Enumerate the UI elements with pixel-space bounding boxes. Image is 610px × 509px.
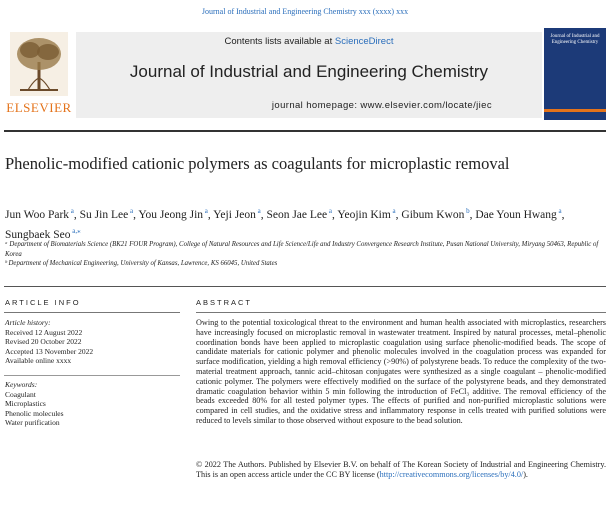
author-name-text: Yeojin Kim (337, 208, 391, 221)
affiliation-b: ᵇ Department of Mechanical Engineering, University of Kansas, Lawrence, KS 66045, United States (5, 260, 278, 267)
history-revised: Revised 20 October 2022 (5, 337, 82, 347)
history-accepted: Accepted 13 November 2022 (5, 346, 94, 356)
author-affiliation-mark[interactable]: a (327, 207, 332, 215)
author-separator: , (395, 208, 402, 221)
masthead-divider (4, 130, 606, 132)
journal-cover-image[interactable] (544, 28, 606, 120)
author-name-text: Seon Jae Lee (266, 208, 328, 221)
homepage-link[interactable]: www.elsevier.com/locate/jiec (360, 100, 492, 111)
keyword-item: Phenolic molecules (5, 408, 64, 418)
author-name[interactable] (5, 209, 74, 221)
keyword-item: Coagulant (5, 389, 36, 399)
author-separator: , (207, 208, 214, 221)
elsevier-logo-text: ELSEVIER (6, 100, 72, 115)
abstract-heading: ABSTRACT (196, 298, 253, 307)
history-received: Received 12 August 2022 (5, 327, 83, 337)
author-list (5, 203, 605, 243)
author-separator: , (73, 208, 80, 221)
contents-prefix: Contents lists available at (224, 36, 335, 47)
author-name[interactable] (401, 209, 469, 221)
author-affiliation-mark[interactable]: b (464, 207, 470, 215)
author-name[interactable] (475, 209, 561, 221)
author-separator: , (260, 208, 267, 221)
author-name-text: Gibum Kwon (401, 208, 465, 221)
keyword-item: Water purification (5, 418, 60, 428)
copyright-notice (196, 460, 606, 480)
author-name-text: You Jeong Jin (138, 208, 204, 221)
author-separator: , (469, 208, 476, 221)
cover-accent-bar (544, 109, 606, 112)
author-affiliation-mark[interactable]: a (69, 207, 74, 215)
author-affiliation-mark[interactable]: a (255, 207, 261, 215)
elsevier-logo[interactable] (4, 28, 74, 120)
history-online: Available online xxxx (5, 356, 72, 366)
copyright-end: ). (523, 469, 528, 479)
journal-homepage (76, 100, 542, 111)
affiliation-a: ᵃ Department of Biomaterials Science (BK21 FOUR Program), College of Natural Resources and Life Science/Life and Industry Convergence Research Institute, Pusan National University, Miryang 50463, Republic of Korea (5, 241, 599, 258)
author-name[interactable] (337, 209, 395, 221)
article-info-rule (4, 312, 180, 313)
affiliations (5, 240, 605, 269)
abstract-text: Owing to the potential toxicological threat to the environment and human health associated with microplastics, researchers have increasingly focused on microplastic removal in wastewater treatment. Inspired by natural processes, metal–phenolic coordination bonds have been applied to microplastic coagulation using surface phenolic-modified beads. The scope of candidate materials for cationic polymer and phenolic molecules involved in the coagulation process was expanded for surface modification, yielding a high removal efficiency (>90%) of polystyrene beads. To reduce the complexity of the two-material treatment approach, tannic acid–chitosan conjugates were synthesized as a single coagulant – phenolic-modified cationic polymer. The polymers were effectively modified on the surface of the polystyrene beads, and they demonstrated dramatic coagulation behavior within 5 min following the introduction of FeCl₃ additive. The removal efficiency of the beads exceeded 80% for all tested polymer types. The effects of purified and non-purified microplastic solutions were compared in cell studies, and the oxidative stress and inflammatory response in cells treated with purified solutions were reduced to levels similar to those observed without exposure to the bead solution. (196, 318, 606, 425)
author-name-text: Su Jin Lee (79, 208, 129, 221)
keyword-item: Microplastics (5, 399, 46, 409)
journal-masthead (4, 22, 606, 126)
journal-title[interactable]: Journal of Industrial and Engineering Chemistry (129, 62, 489, 81)
author-affiliation-mark[interactable]: a (203, 207, 208, 215)
sciencedirect-link[interactable]: ScienceDirect (334, 36, 394, 47)
author-affiliation-mark[interactable]: a,⁎ (70, 226, 81, 235)
header-divider (4, 286, 606, 287)
author-name[interactable] (266, 209, 332, 221)
copyright-text: © 2022 The Authors. Published by Elsevier B.V. on behalf of The Korean Society of Industrial and Engineering Chemistry. This is an open access article under the CC BY license ( (196, 460, 606, 479)
abstract-rule (196, 312, 606, 313)
author-separator: , (561, 208, 565, 221)
license-link[interactable]: http://creativecommons.org/licenses/by/4.0/ (379, 469, 524, 479)
history-label: Article history: (5, 318, 51, 327)
author-name[interactable] (80, 209, 133, 221)
article-info-heading: ARTICLE INFO (5, 298, 81, 307)
journal-banner (76, 32, 542, 118)
contents-lists-line (76, 36, 542, 47)
keywords-label: Keywords: (5, 380, 38, 389)
article-title: Phenolic-modified cationic polymers as coagulants for microplastic removal (5, 154, 510, 173)
elsevier-tree-icon (10, 32, 68, 96)
author-name-text: Dae Youn Hwang (475, 208, 557, 221)
author-name[interactable] (213, 209, 260, 221)
author-name-text: Yeji Jeon (213, 208, 256, 221)
author-name-text: Jun Woo Park (5, 208, 70, 221)
homepage-prefix: journal homepage: (271, 100, 361, 111)
author-affiliation-mark[interactable]: a (128, 207, 134, 215)
running-head[interactable]: Journal of Industrial and Engineering Chemistry xxx (xxxx) xxx (201, 7, 409, 16)
cover-title: Journal of Industrial and Engineering Chemistry (550, 34, 600, 45)
author-separator: , (133, 208, 139, 221)
author-affiliation-mark[interactable]: a (390, 207, 396, 215)
article-history (5, 318, 181, 366)
author-name[interactable] (5, 226, 81, 241)
author-name-text: Sungbaek Seo (5, 228, 71, 241)
keywords (5, 380, 181, 428)
info-divider (4, 375, 180, 376)
author-affiliation-mark[interactable]: a (556, 207, 562, 215)
author-separator: , (331, 208, 338, 221)
author-name[interactable] (138, 209, 208, 221)
